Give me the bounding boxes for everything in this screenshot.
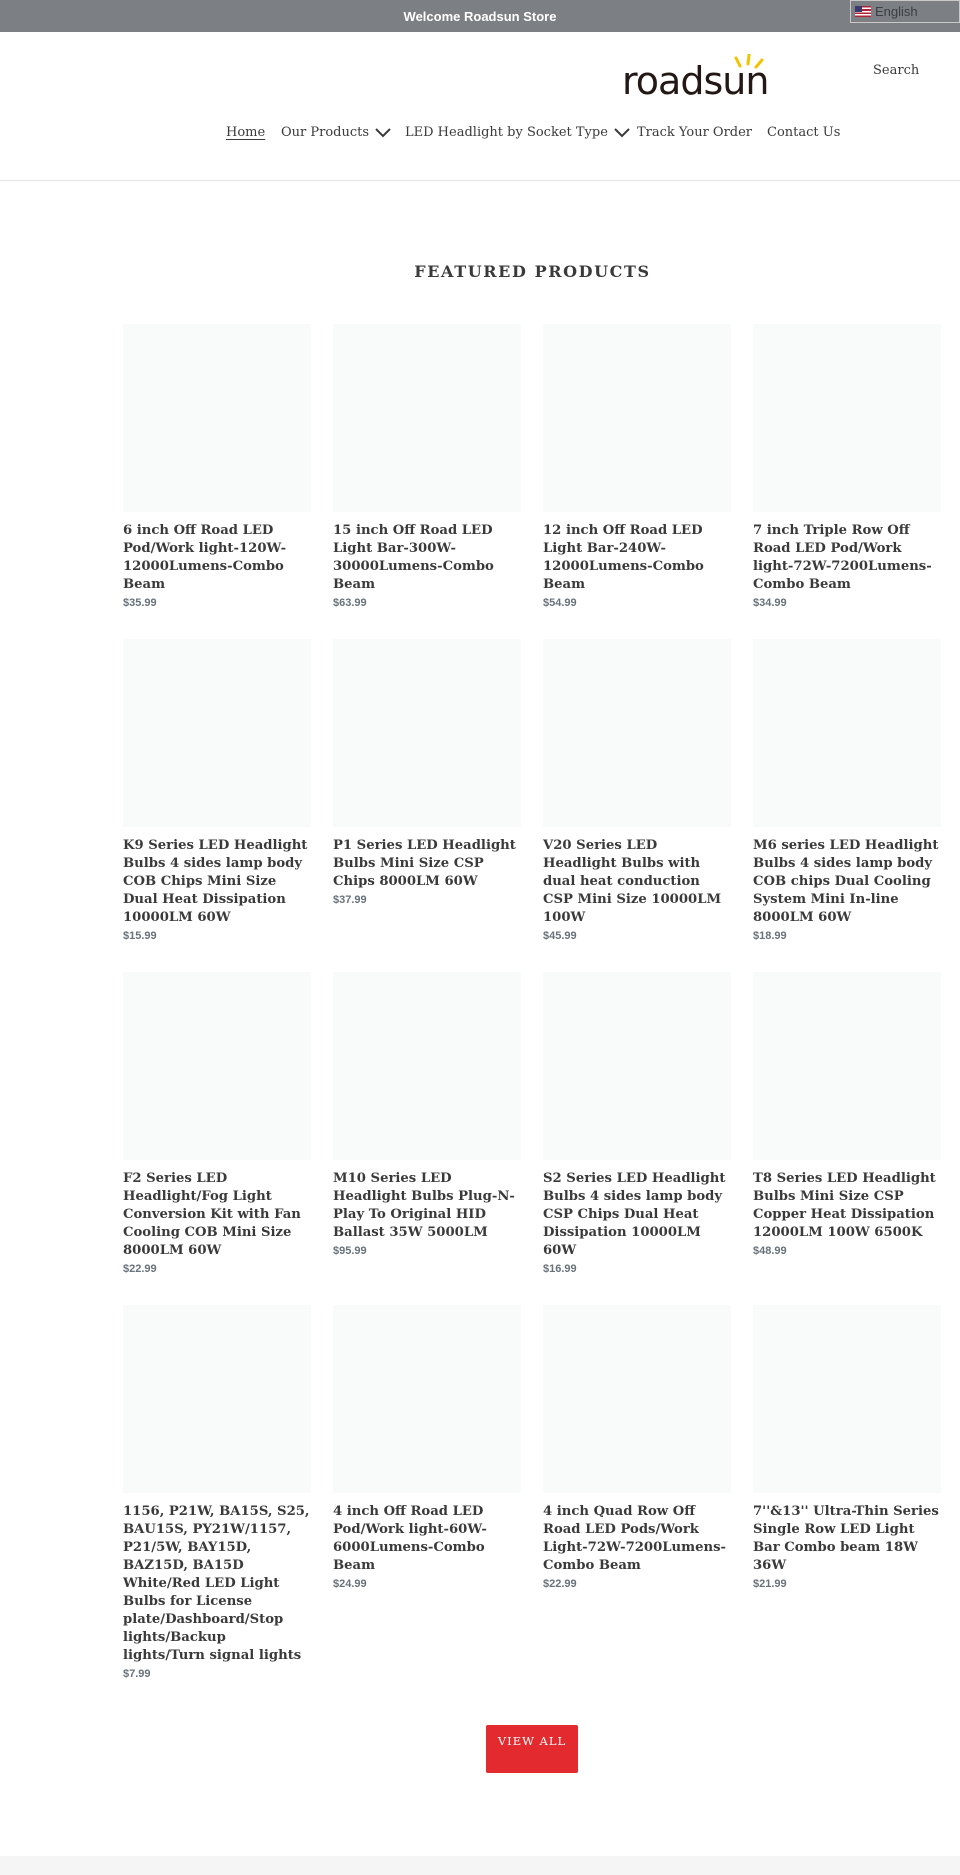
product-price: $45.99 xyxy=(543,930,577,942)
product-card[interactable] xyxy=(753,639,941,944)
product-price: $34.99 xyxy=(753,597,787,609)
product-price: $24.99 xyxy=(333,1578,367,1590)
product-title[interactable]: K9 Series LED Headlight Bulbs 4 sides lamp body COB Chips Mini Size Dual Heat Dissipation 10000LM 60W xyxy=(123,838,308,925)
logo-text: roadsun xyxy=(622,59,768,102)
product-title[interactable]: P1 Series LED Headlight Bulbs Mini Size CSP Chips 8000LM 60W xyxy=(333,838,516,889)
product-image[interactable] xyxy=(543,972,731,1160)
product-title[interactable]: 7''&13'' Ultra-Thin Series Single Row LED Light Bar Combo beam 18W 36W xyxy=(753,1504,939,1573)
search-link[interactable]: Search xyxy=(873,63,920,78)
product-image[interactable] xyxy=(333,972,521,1160)
product-card[interactable] xyxy=(333,639,521,908)
product-card[interactable] xyxy=(753,1305,941,1592)
product-price: $15.99 xyxy=(123,930,157,942)
product-price: $22.99 xyxy=(543,1578,577,1590)
product-price: $54.99 xyxy=(543,597,577,609)
product-image[interactable] xyxy=(333,1305,521,1493)
product-price: $22.99 xyxy=(123,1263,157,1275)
product-title[interactable]: M10 Series LED Headlight Bulbs Plug-N-Play To Original HID Ballast 35W 5000LM xyxy=(333,1171,515,1240)
main-nav xyxy=(0,125,960,149)
us-flag-icon xyxy=(855,6,871,17)
nav-contact-us-label: Contact Us xyxy=(767,125,841,140)
product-price: $35.99 xyxy=(123,597,157,609)
product-price: $63.99 xyxy=(333,597,367,609)
nav-led-headlight-socket-label: LED Headlight by Socket Type xyxy=(405,125,608,140)
product-image[interactable] xyxy=(543,1305,731,1493)
announcement-text: Welcome Roadsun Store xyxy=(403,8,557,24)
product-title[interactable]: 7 inch Triple Row Off Road LED Pod/Work light-72W-7200Lumens-Combo Beam xyxy=(753,523,932,592)
product-title[interactable]: F2 Series LED Headlight/Fog Light Conversion Kit with Fan Cooling COB Mini Size 8000LM 60W xyxy=(123,1171,301,1258)
product-card[interactable] xyxy=(123,324,311,611)
product-image[interactable] xyxy=(753,1305,941,1493)
product-price: $48.99 xyxy=(753,1245,787,1257)
product-card[interactable] xyxy=(543,324,731,611)
product-title[interactable]: 6 inch Off Road LED Pod/Work light-120W-12000Lumens-Combo Beam xyxy=(123,523,287,592)
product-card[interactable] xyxy=(333,324,521,611)
product-price: $16.99 xyxy=(543,1263,577,1275)
product-card[interactable] xyxy=(333,1305,521,1592)
product-image[interactable] xyxy=(123,639,311,827)
view-all-button[interactable]: VIEW ALL xyxy=(486,1725,578,1773)
product-image[interactable] xyxy=(333,324,521,512)
nav-led-headlight-socket[interactable] xyxy=(405,125,630,140)
nav-our-products[interactable] xyxy=(281,125,391,140)
product-card[interactable] xyxy=(123,972,311,1277)
product-title[interactable]: 12 inch Off Road LED Light Bar-240W-12000Lumens-Combo Beam xyxy=(543,523,704,592)
logo-graphic xyxy=(622,54,768,102)
product-image[interactable] xyxy=(753,639,941,827)
product-title[interactable]: T8 Series LED Headlight Bulbs Mini Size CSP Copper Heat Dissipation 12000LM 100W 6500K xyxy=(753,1171,936,1240)
product-image[interactable] xyxy=(123,324,311,512)
footer-strip xyxy=(0,1856,960,1875)
roadsun-logo[interactable] xyxy=(622,54,768,102)
product-image[interactable] xyxy=(543,324,731,512)
nav-our-products-label: Our Products xyxy=(281,125,370,140)
product-image[interactable] xyxy=(753,324,941,512)
product-price: $95.99 xyxy=(333,1245,367,1257)
language-label: English xyxy=(875,4,918,19)
site-header xyxy=(0,32,960,181)
product-image[interactable] xyxy=(333,639,521,827)
product-title[interactable]: V20 Series LED Headlight Bulbs with dual heat conduction CSP Mini Size 10000LM 100W xyxy=(543,838,722,925)
announcement-bar xyxy=(0,0,960,32)
product-card[interactable] xyxy=(543,639,731,944)
product-price: $18.99 xyxy=(753,930,787,942)
product-title[interactable]: 1156, P21W, BA15S, S25, BAU15S, PY21W/1157, P21/5W, BAY15D, BAZ15D, BA15D White/Red LED Light Bulbs for License plate/Dashboard/Stop lights/Backup lights/Turn signal lights xyxy=(123,1504,310,1663)
section-title: FEATURED PRODUCTS xyxy=(414,262,651,281)
product-price: $37.99 xyxy=(333,894,367,906)
nav-track-order-label: Track Your Order xyxy=(637,125,753,140)
product-title[interactable]: 15 inch Off Road LED Light Bar-300W-30000Lumens-Combo Beam xyxy=(333,523,494,592)
product-card[interactable] xyxy=(753,324,941,611)
product-title[interactable]: M6 series LED Headlight Bulbs 4 sides lamp body COB chips Dual Cooling System Mini In-line 8000LM 60W xyxy=(753,838,939,925)
nav-track-order[interactable] xyxy=(637,125,752,140)
product-card[interactable] xyxy=(753,972,941,1259)
product-image[interactable] xyxy=(543,639,731,827)
nav-home[interactable] xyxy=(226,125,265,140)
product-card[interactable] xyxy=(543,972,731,1277)
product-card[interactable] xyxy=(543,1305,731,1592)
product-title[interactable]: S2 Series LED Headlight Bulbs 4 sides lamp body CSP Chips Dual Heat Dissipation 10000LM 60W xyxy=(543,1171,726,1258)
product-title[interactable]: 4 inch Quad Row Off Road LED Pods/Work Light-72W-7200Lumens-Combo Beam xyxy=(543,1504,726,1573)
product-image[interactable] xyxy=(123,1305,311,1493)
nav-contact-us[interactable] xyxy=(767,125,840,140)
product-card[interactable] xyxy=(333,972,521,1259)
chevron-down-icon xyxy=(375,128,391,138)
language-selector[interactable] xyxy=(850,0,960,23)
chevron-down-icon xyxy=(614,128,630,138)
product-price: $21.99 xyxy=(753,1578,787,1590)
product-price: $7.99 xyxy=(123,1668,151,1680)
nav-home-label: Home xyxy=(226,125,266,140)
product-card[interactable] xyxy=(123,639,311,944)
product-title[interactable]: 4 inch Off Road LED Pod/Work light-60W-6000Lumens-Combo Beam xyxy=(333,1504,487,1573)
product-image[interactable] xyxy=(123,972,311,1160)
product-image[interactable] xyxy=(753,972,941,1160)
product-card[interactable] xyxy=(123,1305,311,1682)
